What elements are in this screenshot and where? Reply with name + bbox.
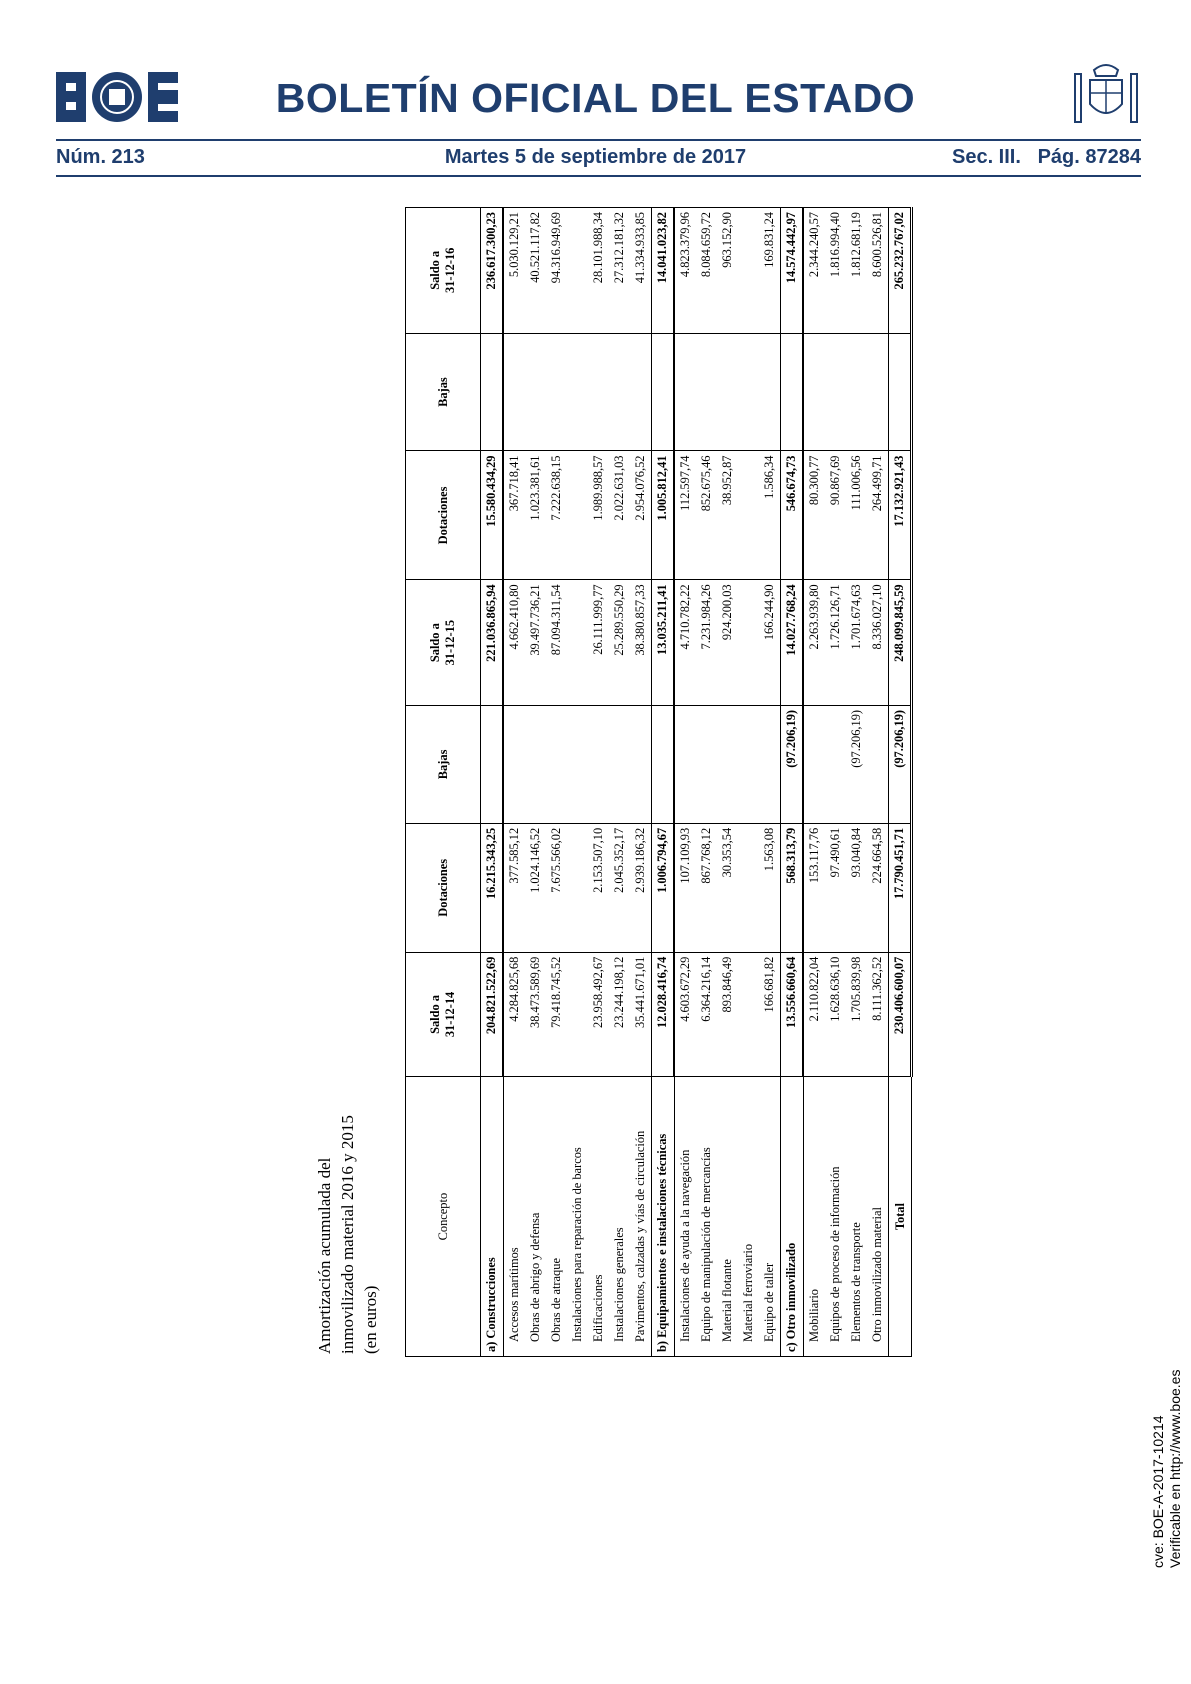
table-cell: 5.030.129,21	[503, 208, 525, 334]
table-cell: 7.222.638,15	[546, 451, 567, 580]
table-cell: 4.603.672,29	[674, 952, 696, 1076]
table-cell	[696, 705, 717, 823]
table-cell	[759, 333, 781, 451]
table-cell: 568.313,79	[781, 823, 804, 952]
row-label: c) Otro inmovilizado	[781, 1077, 804, 1357]
table-cell: 112.597,74	[674, 451, 696, 580]
table-cell: 169.831,24	[759, 208, 781, 334]
table-cell	[889, 333, 912, 451]
table-cell: 41.334.933,85	[630, 208, 652, 334]
table-cell: 79.418.745,52	[546, 952, 567, 1076]
row-label: Obras de abrigo y defensa	[525, 1077, 546, 1357]
rotated-content	[313, 212, 907, 1462]
row-label: Instalaciones de ayuda a la navegación	[674, 1077, 696, 1357]
table-cell	[738, 705, 759, 823]
table-cell	[738, 208, 759, 334]
table-row	[567, 208, 588, 1357]
table-cell: 1.586,34	[759, 451, 781, 580]
table-cell	[630, 705, 652, 823]
table-cell	[652, 333, 675, 451]
table-cell: 1.023.381,61	[525, 451, 546, 580]
table-cell: 8.336.027,10	[867, 580, 889, 706]
table-row	[652, 208, 675, 1357]
table-cell: (97.206,19)	[846, 705, 867, 823]
row-label: Instalaciones para reparación de barcos	[567, 1077, 588, 1357]
table-cell	[481, 333, 504, 451]
cve-code: cve: BOE-A-2017-10214	[1150, 1415, 1166, 1568]
table-cell: 2.153.507,10	[588, 823, 609, 952]
cve-footer	[1150, 1370, 1184, 1568]
table-cell: 377.585,12	[503, 823, 525, 952]
table-cell	[567, 333, 588, 451]
table-cell: 93.040,84	[846, 823, 867, 952]
column-header: Saldo a 31-12-14	[406, 952, 481, 1076]
table-row	[546, 208, 567, 1357]
table-cell: 867.768,12	[696, 823, 717, 952]
table-cell	[567, 208, 588, 334]
table-cell	[674, 333, 696, 451]
row-label: a) Construcciones	[481, 1077, 504, 1357]
column-header: Saldo a 31-12-16	[406, 208, 481, 334]
row-label: Equipo de taller	[759, 1077, 781, 1357]
table-cell: 1.816.994,40	[825, 208, 846, 334]
row-label: Total	[889, 1077, 912, 1357]
table-cell: 14.041.023,82	[652, 208, 675, 334]
table-cell: 8.084.659,72	[696, 208, 717, 334]
table-cell: 8.600.526,81	[867, 208, 889, 334]
table-cell: 23.244.198,12	[609, 952, 630, 1076]
table-row	[609, 208, 630, 1357]
table-row	[630, 208, 652, 1357]
table-cell	[738, 580, 759, 706]
table-row	[759, 208, 781, 1357]
row-label: Accesos marítimos	[503, 1077, 525, 1357]
table-cell	[867, 333, 889, 451]
table-cell: 87.094.311,54	[546, 580, 567, 706]
table-row	[889, 208, 912, 1357]
row-label: Mobiliario	[803, 1077, 825, 1357]
amortization-table	[405, 207, 913, 1357]
caption-line: Amortización acumulada del	[315, 1157, 334, 1354]
table-cell: 221.036.865,94	[481, 580, 504, 706]
table-cell: 546.674,73	[781, 451, 804, 580]
row-label: Equipos de proceso de información	[825, 1077, 846, 1357]
table-row	[825, 208, 846, 1357]
header-row	[406, 208, 481, 1357]
table-cell	[846, 333, 867, 451]
table-row	[588, 208, 609, 1357]
table-cell: 1.701.674,63	[846, 580, 867, 706]
table-cell	[825, 705, 846, 823]
table-row	[738, 208, 759, 1357]
table-cell: 23.958.492,67	[588, 952, 609, 1076]
caption-line: (en euros)	[361, 1285, 380, 1354]
table-row	[696, 208, 717, 1357]
table-row	[846, 208, 867, 1357]
table-cell: 153.117,76	[803, 823, 825, 952]
table-row	[867, 208, 889, 1357]
table-cell: 2.045.352,17	[609, 823, 630, 952]
table-cell	[696, 333, 717, 451]
table-cell	[588, 705, 609, 823]
table-cell	[567, 580, 588, 706]
table-cell: 2.022.631,03	[609, 451, 630, 580]
table-cell: 4.662.410,80	[503, 580, 525, 706]
table-cell: 1.705.839,98	[846, 952, 867, 1076]
table-cell: 2.110.822,04	[803, 952, 825, 1076]
table-cell: 12.028.416,74	[652, 952, 675, 1076]
table-cell: 1.726.126,71	[825, 580, 846, 706]
row-label: Otro inmovilizado material	[867, 1077, 889, 1357]
table-cell: 16.215.343,25	[481, 823, 504, 952]
column-header: Concepto	[406, 1077, 481, 1357]
table-cell	[738, 823, 759, 952]
header-rule-top	[56, 139, 1141, 141]
table-cell	[609, 705, 630, 823]
table-cell	[738, 333, 759, 451]
column-header: Bajas	[406, 705, 481, 823]
table-cell: 963.152,90	[717, 208, 738, 334]
table-body	[481, 208, 912, 1357]
table-cell: 264.499,71	[867, 451, 889, 580]
table-cell	[867, 705, 889, 823]
column-header: Saldo a 31-12-15	[406, 580, 481, 706]
table-cell: 14.574.442,97	[781, 208, 804, 334]
table-cell	[652, 705, 675, 823]
table-cell	[717, 705, 738, 823]
table-cell	[546, 705, 567, 823]
table-row	[803, 208, 825, 1357]
table-cell	[567, 451, 588, 580]
table-cell: 230.406.600,07	[889, 952, 912, 1076]
table-cell: 15.580.434,29	[481, 451, 504, 580]
table-cell: 17.132.921,43	[889, 451, 912, 580]
row-label: Material flotante	[717, 1077, 738, 1357]
table-cell: 30.353,54	[717, 823, 738, 952]
table-cell: 924.200,03	[717, 580, 738, 706]
table-cell	[609, 333, 630, 451]
table-cell: (97.206,19)	[889, 705, 912, 823]
table-cell	[630, 333, 652, 451]
table-row	[503, 208, 525, 1357]
table-cell: 248.099.845,59	[889, 580, 912, 706]
header-rule-bottom	[56, 175, 1141, 177]
table-cell	[567, 823, 588, 952]
table-cell: 166.681,82	[759, 952, 781, 1076]
table-cell: 6.364.216,14	[696, 952, 717, 1076]
table-cell	[503, 333, 525, 451]
row-label: Instalaciones generales	[609, 1077, 630, 1357]
table-cell: 107.109,93	[674, 823, 696, 952]
table-cell: 7.231.984,26	[696, 580, 717, 706]
table-cell: 38.473.589,69	[525, 952, 546, 1076]
table-cell: 367.718,41	[503, 451, 525, 580]
table-cell	[546, 333, 567, 451]
column-header: Bajas	[406, 333, 481, 451]
table-cell: 35.441.671,01	[630, 952, 652, 1076]
coat-of-arms-icon	[1072, 60, 1140, 128]
table-cell: 38.380.857,33	[630, 580, 652, 706]
table-cell: 236.617.300,23	[481, 208, 504, 334]
table-cell: 1.006.794,67	[652, 823, 675, 952]
table-cell	[525, 333, 546, 451]
table-cell: 111.006,56	[846, 451, 867, 580]
table-cell: (97.206,19)	[781, 705, 804, 823]
table-cell: 14.027.768,24	[781, 580, 804, 706]
table-header	[406, 208, 481, 1357]
table-cell: 1.628.636,10	[825, 952, 846, 1076]
table-cell: 4.284.825,68	[503, 952, 525, 1076]
table-cell: 13.035.211,41	[652, 580, 675, 706]
table-cell: 4.710.782,22	[674, 580, 696, 706]
table-cell: 80.300,77	[803, 451, 825, 580]
row-label: Obras de atraque	[546, 1077, 567, 1357]
table-cell	[567, 952, 588, 1076]
table-cell: 90.867,69	[825, 451, 846, 580]
table-cell: 94.316.949,69	[546, 208, 567, 334]
column-header: Dotaciones	[406, 451, 481, 580]
table-cell: 97.490,61	[825, 823, 846, 952]
table-cell: 8.111.362,52	[867, 952, 889, 1076]
table-cell	[525, 705, 546, 823]
page-title: BOLETÍN OFICIAL DEL ESTADO	[275, 75, 916, 121]
table-cell: 1.563,08	[759, 823, 781, 952]
table-cell: 25.289.550,29	[609, 580, 630, 706]
boe-logo	[56, 72, 178, 122]
row-label: Elementos de transporte	[846, 1077, 867, 1357]
table-cell: 39.497.736,21	[525, 580, 546, 706]
table-cell: 224.664,58	[867, 823, 889, 952]
table-row	[717, 208, 738, 1357]
table-cell	[738, 952, 759, 1076]
table-cell: 7.675.566,02	[546, 823, 567, 952]
table-row	[781, 208, 804, 1357]
table-cell: 38.952,87	[717, 451, 738, 580]
row-label: Equipo de manipulación de mercancías	[696, 1077, 717, 1357]
section-page: Sec. III. Pág. 87284	[951, 146, 1141, 168]
table-cell	[588, 333, 609, 451]
table-cell: 40.521.117,82	[525, 208, 546, 334]
table-cell	[481, 705, 504, 823]
table-cell: 204.821.522,69	[481, 952, 504, 1076]
table-cell	[825, 333, 846, 451]
table-cell: 2.954.076,52	[630, 451, 652, 580]
table-caption	[313, 994, 382, 1354]
table-cell	[759, 705, 781, 823]
table-row	[525, 208, 546, 1357]
row-label: Material ferroviario	[738, 1077, 759, 1357]
table-cell: 2.263.939,80	[803, 580, 825, 706]
table-row	[481, 208, 504, 1357]
table-cell	[803, 705, 825, 823]
row-label: Pavimentos, calzadas y vías de circulación	[630, 1077, 652, 1357]
table-cell: 2.344.240,57	[803, 208, 825, 334]
table-cell: 265.232.767,02	[889, 208, 912, 334]
table-cell: 1.005.812,41	[652, 451, 675, 580]
table-cell	[674, 705, 696, 823]
table-cell: 893.846,49	[717, 952, 738, 1076]
issue-number: Núm. 213	[56, 146, 145, 168]
table-cell: 17.790.451,71	[889, 823, 912, 952]
table-cell: 852.675,46	[696, 451, 717, 580]
table-cell	[738, 451, 759, 580]
row-label: Edificaciones	[588, 1077, 609, 1357]
table-cell: 1.812.681,19	[846, 208, 867, 334]
table-cell	[803, 333, 825, 451]
table-cell: 1.024.146,52	[525, 823, 546, 952]
table-cell: 13.556.660,64	[781, 952, 804, 1076]
table-cell: 1.989.988,57	[588, 451, 609, 580]
table-cell	[503, 705, 525, 823]
table-cell: 2.939.186,32	[630, 823, 652, 952]
row-label: b) Equipamientos e instalaciones técnicas	[652, 1077, 675, 1357]
table-row	[674, 208, 696, 1357]
column-header: Dotaciones	[406, 823, 481, 952]
table-cell: 26.111.999,77	[588, 580, 609, 706]
table-cell	[717, 333, 738, 451]
table-cell	[567, 705, 588, 823]
table-cell: 4.823.379,96	[674, 208, 696, 334]
verify-link: Verificable en http://www.boe.es	[1167, 1369, 1183, 1568]
table-cell: 27.312.181,32	[609, 208, 630, 334]
caption-line: inmovilizado material 2016 y 2015	[338, 1115, 357, 1354]
table-cell: 166.244,90	[759, 580, 781, 706]
issue-date: Martes 5 de septiembre de 2017	[444, 146, 747, 168]
table-cell: 28.101.988,34	[588, 208, 609, 334]
table-cell	[781, 333, 804, 451]
